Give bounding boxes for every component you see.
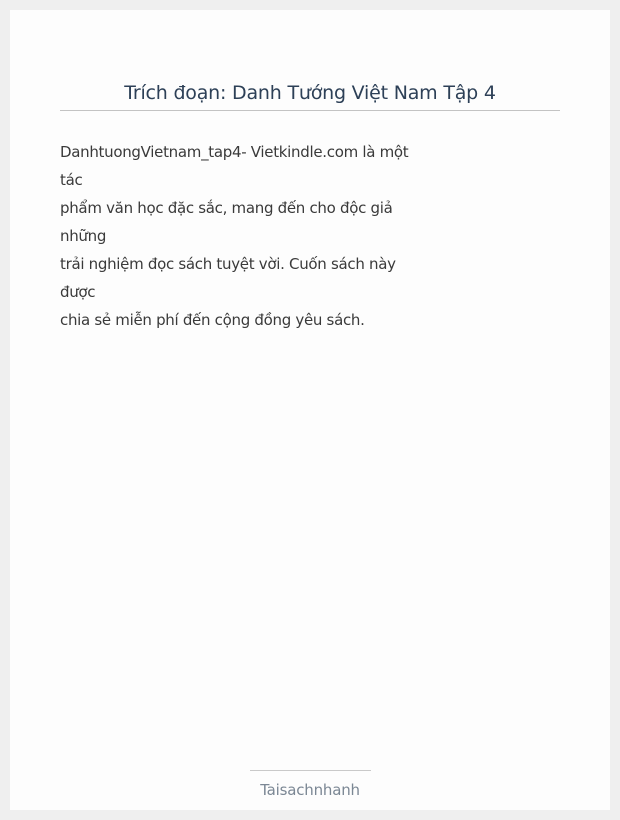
page-title: Trích đoạn: Danh Tướng Việt Nam Tập 4 (124, 82, 496, 104)
body-line: chia sẻ miễn phí đến cộng đồng yêu sách. (60, 311, 365, 329)
document-page (10, 10, 610, 810)
body-line: trải nghiệm đọc sách tuyệt vời. Cuốn sách này (60, 255, 396, 273)
body-line: DanhtuongVietnam_tap4- Vietkindle.com là một (60, 143, 409, 161)
excerpt-body (60, 140, 440, 336)
body-line: tác (60, 171, 83, 189)
footer-divider (250, 770, 371, 771)
body-line: những (60, 227, 107, 245)
body-line: được (60, 283, 96, 301)
title-divider (60, 110, 560, 111)
body-line: phẩm văn học đặc sắc, mang đến cho độc giả (60, 199, 393, 217)
footer-source: Taisachnhanh (260, 781, 360, 799)
